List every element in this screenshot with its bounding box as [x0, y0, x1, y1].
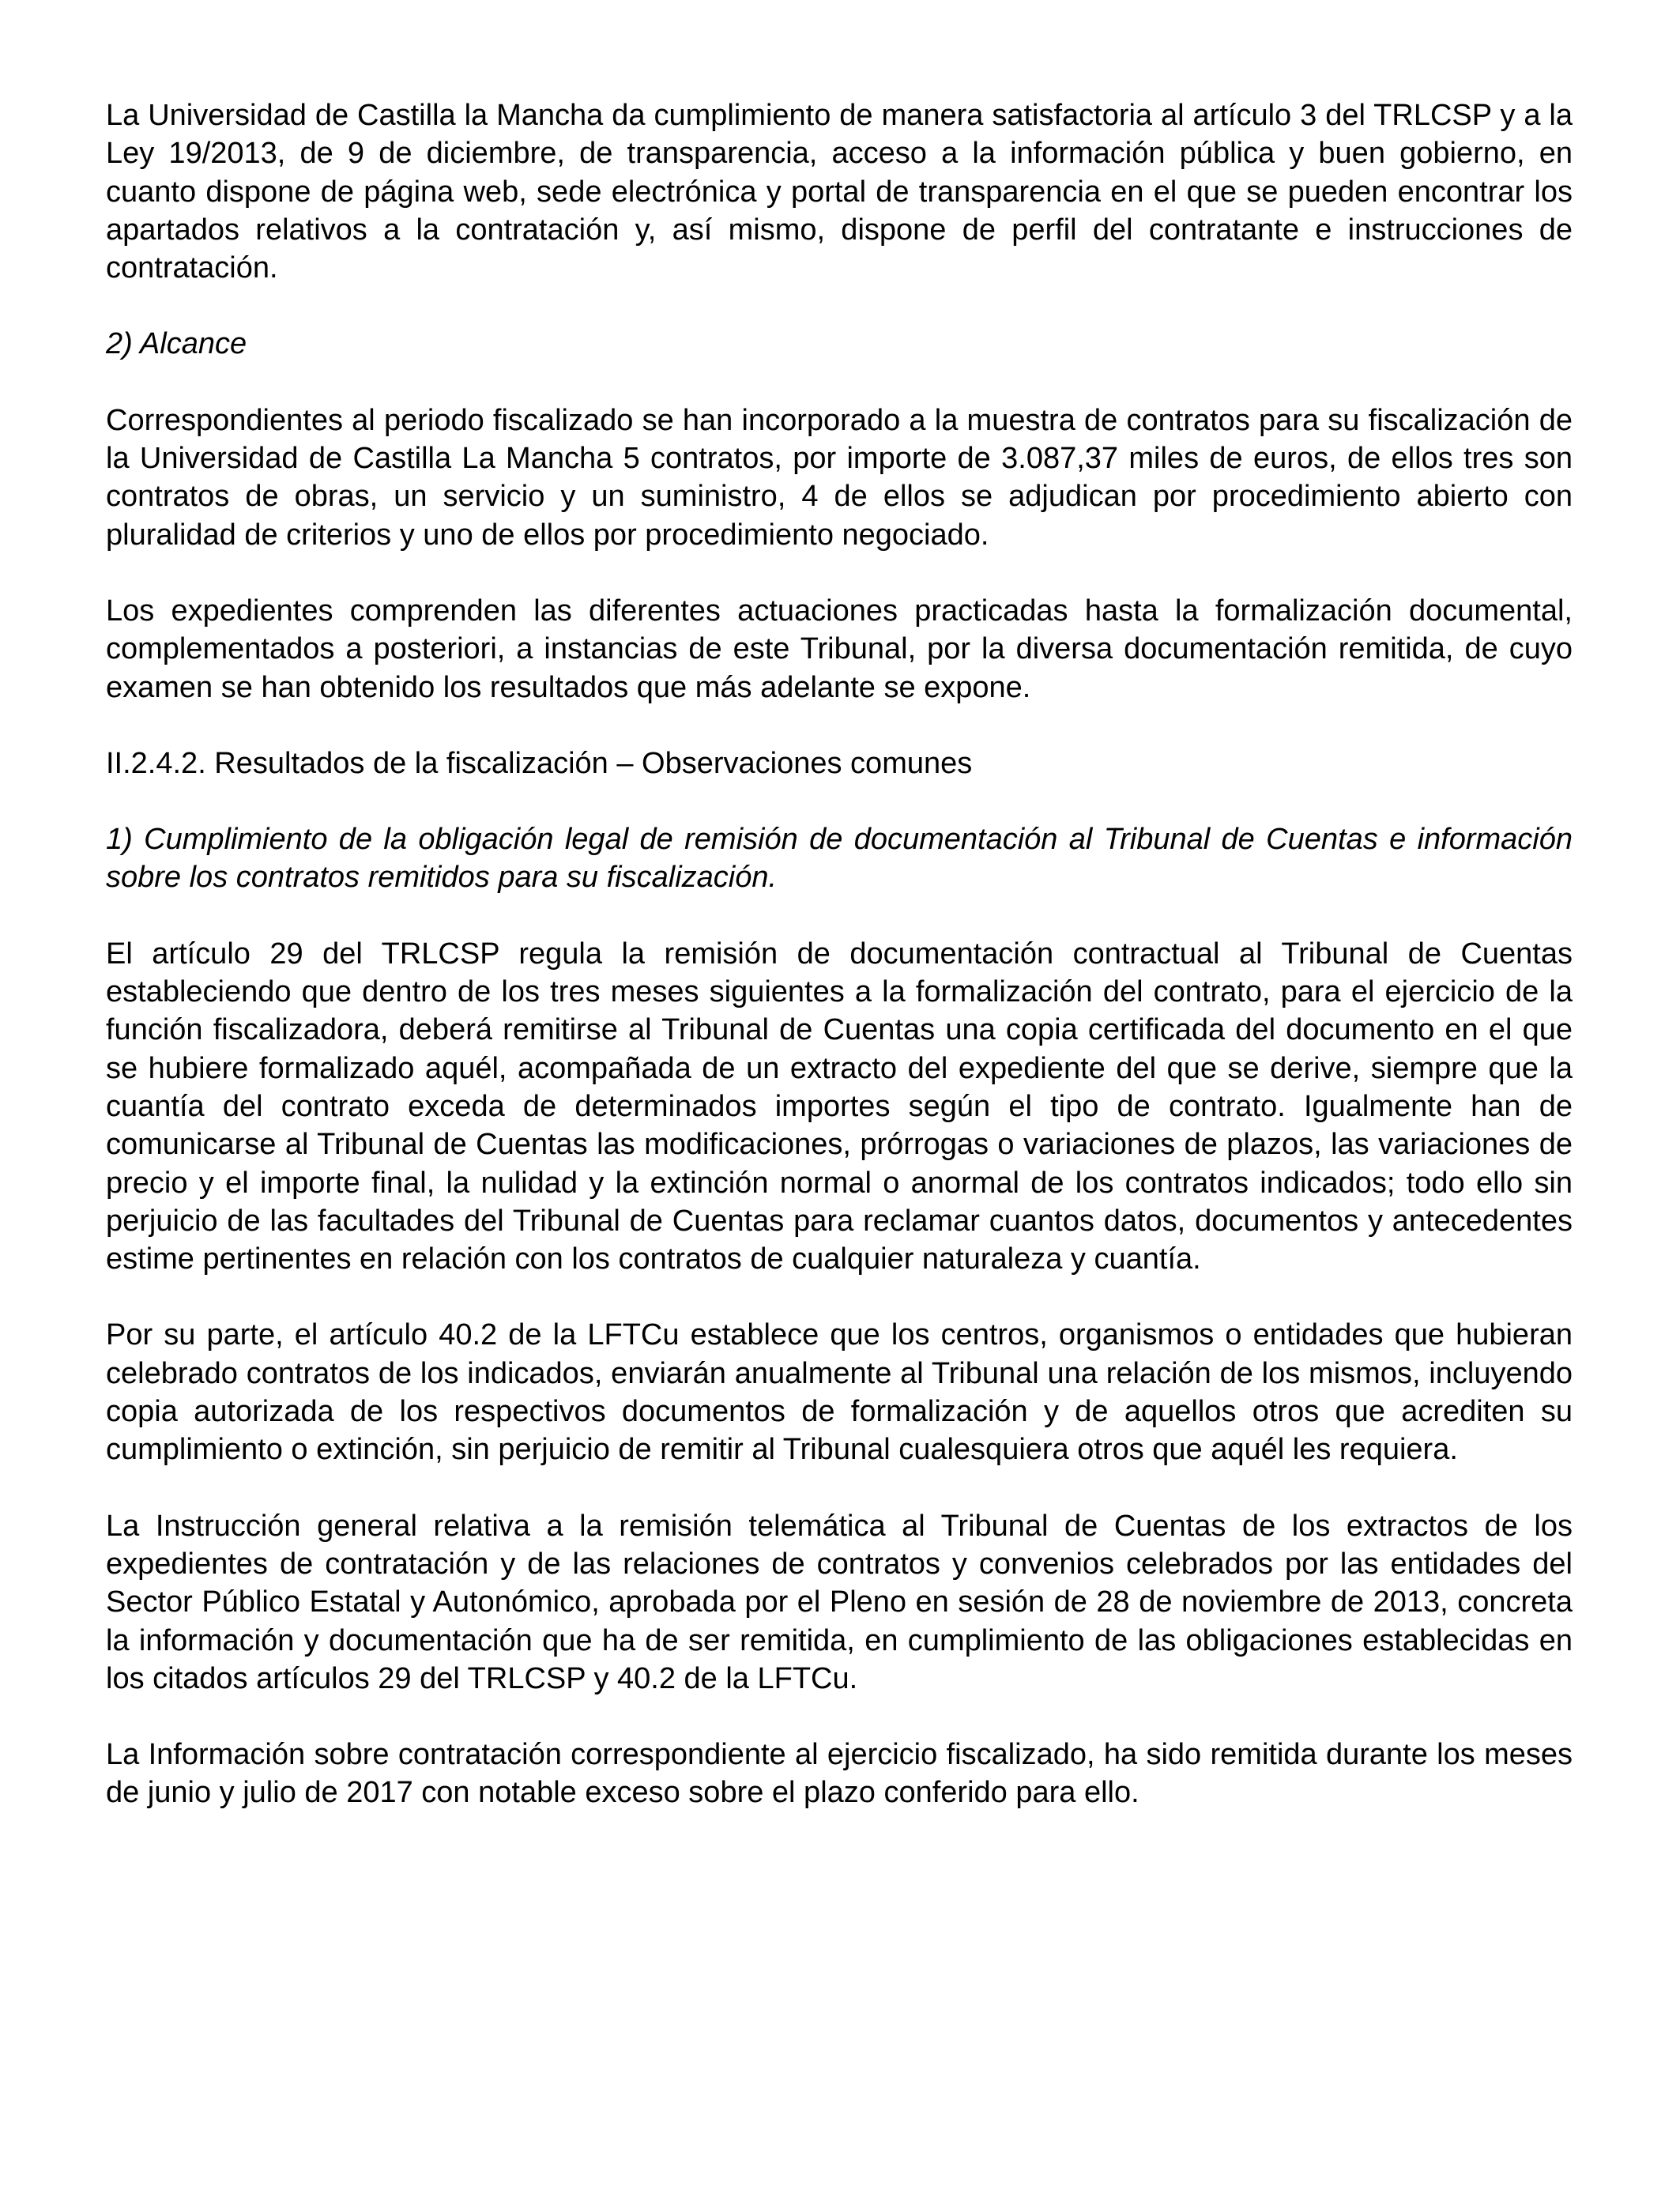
- paragraph-expedientes: Los expedientes comprenden las diferentes actuaciones practicadas hasta la formalización documental, complementados a posteriori, a instancias de este Tribunal, por la diversa documentación remitida, de cuyo examen se han obtenido los resultados que más adelante se expone.: [106, 594, 1573, 704]
- section-heading-cumplimiento: 1) Cumplimiento de la obligación legal de remisión de documentación al Tribunal de Cuentas e información sobre los contratos remitidos para su fiscalización.: [106, 823, 1573, 895]
- document-page: [106, 96, 1573, 1850]
- section-heading-resultados: II.2.4.2. Resultados de la fiscalización – Observaciones comunes: [106, 746, 973, 780]
- paragraph-instruccion-general: La Instrucción general relativa a la remisión telemática al Tribunal de Cuentas de los extractos de los expedientes de contratación y de las relaciones de contratos y convenios celebrados por las entidades del Sector Público Estatal y Autonómico, aprobada por el Pleno en sesión de 28 de noviembre de 2013, concreta la información y documentación que ha de ser remitida, en cumplimiento de las obligaciones establecidas en los citados artículos 29 del TRLCSP y 40.2 de la LFTCu.: [106, 1509, 1573, 1695]
- paragraph-articulo-40-2: Por su parte, el artículo 40.2 de la LFTCu establece que los centros, organismos o entidades que hubieran celebrado contratos de los indicados, enviarán anualmente al Tribunal una relación de los mismos, incluyendo copia autorizada de los respectivos documentos de formalización y de aquellos otros que acrediten su cumplimiento o extinción, sin perjuicio de remitir al Tribunal cualesquiera otros que aquél les requiera.: [106, 1318, 1573, 1467]
- paragraph-muestra-contratos: Correspondientes al periodo fiscalizado se han incorporado a la muestra de contratos para su fiscalización de la Universidad de Castilla La Mancha 5 contratos, por importe de 3.087,37 miles de euros, de ellos tres son contratos de obras, un servicio y un suministro, 4 de ellos se adjudican por procedimiento abierto con pluralidad de criterios y uno de ellos por procedimiento negociado.: [106, 403, 1573, 552]
- paragraph-articulo-29: El artículo 29 del TRLCSP regula la remisión de documentación contractual al Tribunal de Cuentas estableciendo que dentro de los tres meses siguientes a la formalización del contrato, para el ejercicio de la función fiscalizadora, deberá remitirse al Tribunal de Cuentas una copia certificada del documento en el que se hubiere formalizado aquél, acompañada de un extracto del expediente del que se derive, siempre que la cuantía del contrato exceda de determinados importes según el tipo de contrato. Igualmente han de comunicarse al Tribunal de Cuentas las modificaciones, prórrogas o variaciones de plazos, las variaciones de precio y el importe final, la nulidad y la extinción normal o anormal de los contratos indicados; todo ello sin perjuicio de las facultades del Tribunal de Cuentas para reclamar cuantos datos, documentos y antecedentes estime pertinentes en relación con los contratos de cualquier naturaleza y cuantía.: [106, 937, 1573, 1276]
- paragraph-informacion-remitida: La Información sobre contratación correspondiente al ejercicio fiscalizado, ha sido remitida durante los meses de junio y julio de 2017 con notable exceso sobre el plazo conferido para ello.: [106, 1738, 1573, 1810]
- section-heading-alcance: 2) Alcance: [106, 327, 247, 361]
- paragraph-transparencia: La Universidad de Castilla la Mancha da cumplimiento de manera satisfactoria al artículo 3 del TRLCSP y a la Ley 19/2013, de 9 de diciembre, de transparencia, acceso a la información pública y buen gobierno, en cuanto dispone de página web, sede electrónica y portal de transparencia en el que se pueden encontrar los apartados relativos a la contratación y, así mismo, dispone de perfil del contratante e instrucciones de contratación.: [106, 99, 1573, 285]
